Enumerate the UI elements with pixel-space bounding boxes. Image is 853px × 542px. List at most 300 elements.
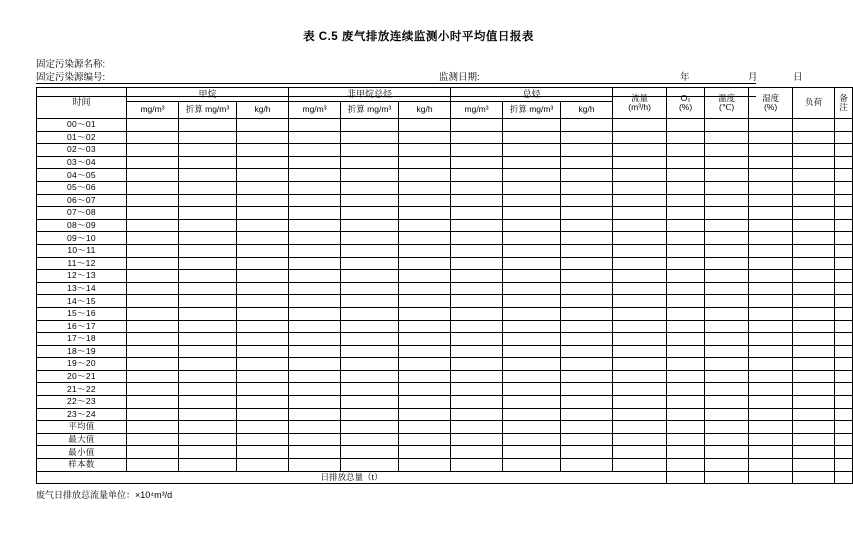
data-cell[interactable] [399,144,451,157]
data-cell[interactable] [613,459,667,472]
data-cell[interactable] [793,358,835,371]
data-cell[interactable] [667,421,705,434]
data-cell[interactable] [835,383,853,396]
data-cell[interactable] [127,131,179,144]
data-cell[interactable] [341,257,399,270]
data-cell[interactable] [237,244,289,257]
data-cell[interactable] [399,421,451,434]
data-cell[interactable] [341,370,399,383]
data-cell[interactable] [793,433,835,446]
data-cell[interactable] [341,383,399,396]
data-cell[interactable] [749,244,793,257]
data-cell[interactable] [127,169,179,182]
data-cell[interactable] [237,383,289,396]
data-cell[interactable] [127,257,179,270]
data-cell[interactable] [341,421,399,434]
data-cell[interactable] [613,383,667,396]
data-cell[interactable] [179,244,237,257]
data-cell[interactable] [793,333,835,346]
data-cell[interactable] [451,257,503,270]
data-cell[interactable] [835,119,853,132]
data-cell[interactable] [451,333,503,346]
data-cell[interactable] [561,370,613,383]
data-cell[interactable] [749,307,793,320]
data-cell[interactable] [127,295,179,308]
data-cell[interactable] [399,320,451,333]
data-cell[interactable] [667,169,705,182]
data-cell[interactable] [451,181,503,194]
data-cell[interactable] [503,383,561,396]
data-cell[interactable] [399,295,451,308]
data-cell[interactable] [127,421,179,434]
data-cell[interactable] [667,244,705,257]
data-cell[interactable] [451,131,503,144]
data-cell[interactable] [127,459,179,472]
source-code-field[interactable] [36,85,756,97]
data-cell[interactable] [793,383,835,396]
data-cell[interactable] [613,333,667,346]
data-cell[interactable] [289,156,341,169]
data-cell[interactable] [399,156,451,169]
data-cell[interactable] [503,194,561,207]
data-cell[interactable] [749,219,793,232]
data-cell[interactable] [561,156,613,169]
data-cell[interactable] [667,446,705,459]
data-cell[interactable] [399,408,451,421]
data-cell[interactable] [127,358,179,371]
data-cell[interactable] [179,232,237,245]
data-cell[interactable] [561,408,613,421]
data-cell[interactable] [835,408,853,421]
data-cell[interactable] [237,295,289,308]
data-cell[interactable] [835,307,853,320]
data-cell[interactable] [237,307,289,320]
data-cell[interactable] [341,244,399,257]
summary-cell[interactable] [793,471,835,484]
data-cell[interactable] [835,219,853,232]
data-cell[interactable] [341,459,399,472]
data-cell[interactable] [561,345,613,358]
data-cell[interactable] [179,333,237,346]
data-cell[interactable] [179,295,237,308]
data-cell[interactable] [341,345,399,358]
data-cell[interactable] [749,333,793,346]
data-cell[interactable] [503,270,561,283]
data-cell[interactable] [289,144,341,157]
data-cell[interactable] [613,194,667,207]
data-cell[interactable] [451,270,503,283]
data-cell[interactable] [451,358,503,371]
data-cell[interactable] [237,181,289,194]
data-cell[interactable] [705,421,749,434]
data-cell[interactable] [451,408,503,421]
data-cell[interactable] [341,219,399,232]
data-cell[interactable] [451,370,503,383]
data-cell[interactable] [667,119,705,132]
data-cell[interactable] [451,144,503,157]
data-cell[interactable] [749,459,793,472]
data-cell[interactable] [289,295,341,308]
data-cell[interactable] [289,396,341,409]
data-cell[interactable] [613,320,667,333]
data-cell[interactable] [749,270,793,283]
data-cell[interactable] [399,244,451,257]
data-cell[interactable] [179,257,237,270]
data-cell[interactable] [561,383,613,396]
data-cell[interactable] [667,156,705,169]
data-cell[interactable] [705,232,749,245]
data-cell[interactable] [451,207,503,220]
data-cell[interactable] [835,333,853,346]
data-cell[interactable] [451,194,503,207]
data-cell[interactable] [503,282,561,295]
data-cell[interactable] [561,295,613,308]
data-cell[interactable] [667,345,705,358]
data-cell[interactable] [179,433,237,446]
data-cell[interactable] [793,370,835,383]
data-cell[interactable] [237,219,289,232]
data-cell[interactable] [749,131,793,144]
data-cell[interactable] [749,207,793,220]
data-cell[interactable] [705,270,749,283]
data-cell[interactable] [613,144,667,157]
data-cell[interactable] [705,433,749,446]
data-cell[interactable] [705,282,749,295]
data-cell[interactable] [561,421,613,434]
data-cell[interactable] [793,244,835,257]
data-cell[interactable] [835,320,853,333]
data-cell[interactable] [705,358,749,371]
data-cell[interactable] [667,370,705,383]
data-cell[interactable] [399,194,451,207]
data-cell[interactable] [705,459,749,472]
data-cell[interactable] [289,345,341,358]
data-cell[interactable] [341,295,399,308]
data-cell[interactable] [561,219,613,232]
data-cell[interactable] [613,396,667,409]
data-cell[interactable] [127,270,179,283]
data-cell[interactable] [503,131,561,144]
data-cell[interactable] [451,383,503,396]
data-cell[interactable] [341,194,399,207]
data-cell[interactable] [341,207,399,220]
data-cell[interactable] [613,119,667,132]
data-cell[interactable] [613,156,667,169]
data-cell[interactable] [613,207,667,220]
data-cell[interactable] [127,383,179,396]
data-cell[interactable] [179,282,237,295]
data-cell[interactable] [127,181,179,194]
data-cell[interactable] [503,257,561,270]
data-cell[interactable] [179,408,237,421]
data-cell[interactable] [127,232,179,245]
data-cell[interactable] [561,244,613,257]
data-cell[interactable] [237,446,289,459]
data-cell[interactable] [399,345,451,358]
data-cell[interactable] [237,119,289,132]
data-cell[interactable] [749,408,793,421]
data-cell[interactable] [561,181,613,194]
data-cell[interactable] [749,383,793,396]
data-cell[interactable] [705,333,749,346]
data-cell[interactable] [835,194,853,207]
data-cell[interactable] [127,244,179,257]
data-cell[interactable] [705,408,749,421]
data-cell[interactable] [503,207,561,220]
data-cell[interactable] [749,282,793,295]
data-cell[interactable] [237,144,289,157]
data-cell[interactable] [399,270,451,283]
data-cell[interactable] [399,232,451,245]
data-cell[interactable] [237,408,289,421]
data-cell[interactable] [341,320,399,333]
data-cell[interactable] [835,232,853,245]
data-cell[interactable] [561,320,613,333]
data-cell[interactable] [749,345,793,358]
data-cell[interactable] [399,257,451,270]
data-cell[interactable] [749,295,793,308]
data-cell[interactable] [835,370,853,383]
data-cell[interactable] [341,307,399,320]
data-cell[interactable] [503,358,561,371]
data-cell[interactable] [793,144,835,157]
data-cell[interactable] [613,358,667,371]
data-cell[interactable] [503,232,561,245]
data-cell[interactable] [667,333,705,346]
data-cell[interactable] [835,156,853,169]
data-cell[interactable] [399,181,451,194]
data-cell[interactable] [667,131,705,144]
data-cell[interactable] [749,370,793,383]
data-cell[interactable] [835,295,853,308]
data-cell[interactable] [127,320,179,333]
data-cell[interactable] [341,232,399,245]
data-cell[interactable] [451,345,503,358]
data-cell[interactable] [341,270,399,283]
data-cell[interactable] [179,459,237,472]
data-cell[interactable] [289,446,341,459]
data-cell[interactable] [613,421,667,434]
data-cell[interactable] [613,244,667,257]
data-cell[interactable] [341,446,399,459]
data-cell[interactable] [749,358,793,371]
data-cell[interactable] [341,358,399,371]
data-cell[interactable] [705,307,749,320]
data-cell[interactable] [399,459,451,472]
summary-cell[interactable] [705,471,749,484]
data-cell[interactable] [289,270,341,283]
data-cell[interactable] [793,207,835,220]
data-cell[interactable] [179,181,237,194]
data-cell[interactable] [451,232,503,245]
data-cell[interactable] [613,345,667,358]
data-cell[interactable] [705,370,749,383]
data-cell[interactable] [705,119,749,132]
data-cell[interactable] [749,119,793,132]
data-cell[interactable] [705,144,749,157]
data-cell[interactable] [503,370,561,383]
data-cell[interactable] [399,169,451,182]
data-cell[interactable] [237,459,289,472]
data-cell[interactable] [237,257,289,270]
data-cell[interactable] [451,320,503,333]
data-cell[interactable] [399,119,451,132]
data-cell[interactable] [179,119,237,132]
data-cell[interactable] [749,169,793,182]
data-cell[interactable] [561,169,613,182]
data-cell[interactable] [503,408,561,421]
data-cell[interactable] [289,194,341,207]
data-cell[interactable] [399,219,451,232]
data-cell[interactable] [179,144,237,157]
data-cell[interactable] [451,219,503,232]
data-cell[interactable] [667,207,705,220]
data-cell[interactable] [127,345,179,358]
data-cell[interactable] [341,131,399,144]
data-cell[interactable] [451,156,503,169]
data-cell[interactable] [289,219,341,232]
data-cell[interactable] [179,446,237,459]
data-cell[interactable] [835,169,853,182]
data-cell[interactable] [289,257,341,270]
data-cell[interactable] [503,244,561,257]
data-cell[interactable] [399,333,451,346]
data-cell[interactable] [341,169,399,182]
data-cell[interactable] [289,169,341,182]
data-cell[interactable] [561,433,613,446]
data-cell[interactable] [341,144,399,157]
data-cell[interactable] [793,320,835,333]
data-cell[interactable] [667,282,705,295]
data-cell[interactable] [503,169,561,182]
data-cell[interactable] [667,257,705,270]
data-cell[interactable] [503,421,561,434]
data-cell[interactable] [179,307,237,320]
data-cell[interactable] [237,333,289,346]
data-cell[interactable] [399,358,451,371]
data-cell[interactable] [179,383,237,396]
data-cell[interactable] [127,282,179,295]
data-cell[interactable] [451,307,503,320]
data-cell[interactable] [705,446,749,459]
data-cell[interactable] [399,446,451,459]
data-cell[interactable] [503,459,561,472]
data-cell[interactable] [613,370,667,383]
data-cell[interactable] [793,257,835,270]
data-cell[interactable] [749,320,793,333]
data-cell[interactable] [237,433,289,446]
data-cell[interactable] [237,421,289,434]
data-cell[interactable] [667,320,705,333]
data-cell[interactable] [705,219,749,232]
data-cell[interactable] [613,257,667,270]
data-cell[interactable] [667,270,705,283]
data-cell[interactable] [237,207,289,220]
data-cell[interactable] [451,169,503,182]
data-cell[interactable] [667,144,705,157]
data-cell[interactable] [793,459,835,472]
data-cell[interactable] [705,156,749,169]
data-cell[interactable] [179,207,237,220]
data-cell[interactable] [179,219,237,232]
data-cell[interactable] [613,408,667,421]
data-cell[interactable] [503,219,561,232]
data-cell[interactable] [561,333,613,346]
data-cell[interactable] [835,244,853,257]
data-cell[interactable] [667,383,705,396]
data-cell[interactable] [613,219,667,232]
data-cell[interactable] [237,358,289,371]
data-cell[interactable] [613,169,667,182]
data-cell[interactable] [127,408,179,421]
data-cell[interactable] [127,370,179,383]
data-cell[interactable] [237,270,289,283]
data-cell[interactable] [705,194,749,207]
data-cell[interactable] [503,156,561,169]
data-cell[interactable] [667,358,705,371]
data-cell[interactable] [451,396,503,409]
data-cell[interactable] [179,156,237,169]
data-cell[interactable] [705,383,749,396]
data-cell[interactable] [705,244,749,257]
data-cell[interactable] [793,282,835,295]
data-cell[interactable] [503,345,561,358]
data-cell[interactable] [289,408,341,421]
data-cell[interactable] [179,131,237,144]
data-cell[interactable] [705,345,749,358]
data-cell[interactable] [451,244,503,257]
data-cell[interactable] [503,396,561,409]
data-cell[interactable] [127,307,179,320]
data-cell[interactable] [561,131,613,144]
data-cell[interactable] [289,244,341,257]
data-cell[interactable] [341,408,399,421]
data-cell[interactable] [237,370,289,383]
data-cell[interactable] [341,396,399,409]
data-cell[interactable] [503,119,561,132]
data-cell[interactable] [451,119,503,132]
data-cell[interactable] [289,320,341,333]
data-cell[interactable] [793,131,835,144]
data-cell[interactable] [341,333,399,346]
data-cell[interactable] [835,282,853,295]
data-cell[interactable] [749,396,793,409]
data-cell[interactable] [561,144,613,157]
data-cell[interactable] [289,433,341,446]
data-cell[interactable] [237,345,289,358]
data-cell[interactable] [289,282,341,295]
data-cell[interactable] [793,307,835,320]
data-cell[interactable] [127,119,179,132]
data-cell[interactable] [667,307,705,320]
data-cell[interactable] [705,396,749,409]
data-cell[interactable] [793,446,835,459]
summary-cell[interactable] [835,471,853,484]
data-cell[interactable] [289,119,341,132]
data-cell[interactable] [835,257,853,270]
data-cell[interactable] [341,181,399,194]
data-cell[interactable] [835,396,853,409]
data-cell[interactable] [179,345,237,358]
data-cell[interactable] [749,194,793,207]
data-cell[interactable] [127,433,179,446]
data-cell[interactable] [613,307,667,320]
data-cell[interactable] [793,119,835,132]
data-cell[interactable] [399,433,451,446]
data-cell[interactable] [835,421,853,434]
data-cell[interactable] [749,257,793,270]
data-cell[interactable] [749,144,793,157]
